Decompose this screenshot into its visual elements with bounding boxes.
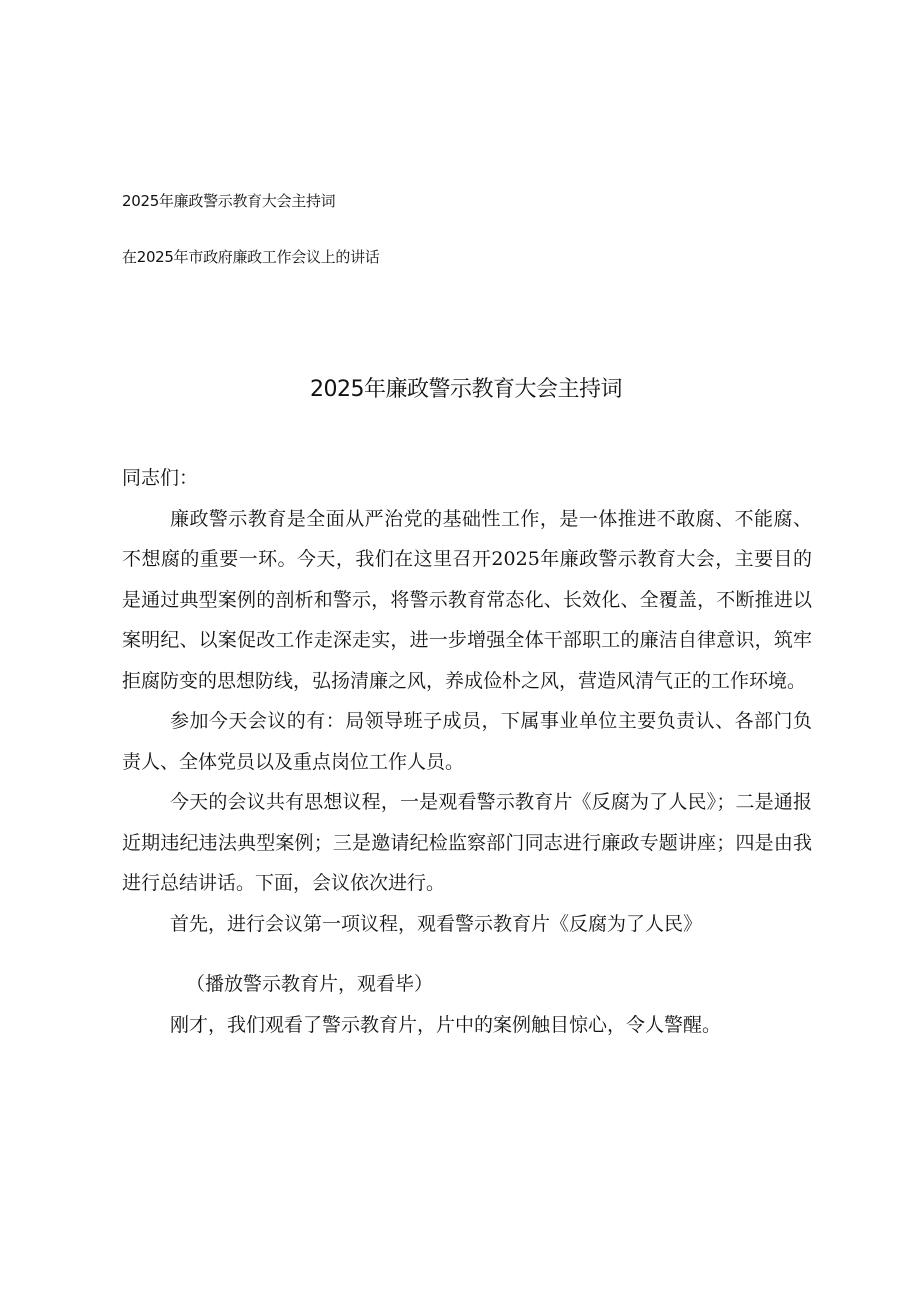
- document-title: 2025年廉政警示教育大会主持词: [310, 377, 622, 402]
- salutation: 同志们：: [122, 467, 199, 489]
- document-body: [122, 458, 812, 1045]
- paragraph: 首先，进行会议第一项议程，观看警示教育片《反腐为了人民》: [170, 912, 703, 935]
- paragraph: 刚才，我们观看了警示教育片，片中的案例触目惊心，令人警醒。: [170, 1013, 722, 1036]
- stage-note: （播放警示教育片，观看毕）: [186, 973, 434, 995]
- paragraph: 廉政警示教育是全面从严治党的基础性工作，是一体推进不敢腐、不能腐、不想腐的重要一环。今天，我们在这里召开2025年廉政警示教育大会，主要目的是通过典型案例的剖析和警示，将警示教育常态化、长效化、全覆盖，不断推进以案明纪、以案促改工作走深走实，进一步增强全体干部职工的廉洁自律意识，筑牢拒腐防变的思想防线，弘扬清廉之风，养成俭朴之风，营造风清气正的工作环境。: [122, 507, 812, 692]
- paragraph: 今天的会议共有思想议程，一是观看警示教育片《反腐为了人民》；二是通报近期违纪违法典型案例；三是邀请纪检监察部门同志进行廉政专题讲座；四是由我进行总结讲话。下面，会议依次进行。: [122, 791, 812, 894]
- toc-item[interactable]: 2025年廉政警示教育大会主持词: [122, 192, 336, 210]
- paragraph: 参加今天会议的有：局领导班子成员，下属事业单位主要负责认、各部门负责人、全体党员以及重点岗位工作人员。: [122, 710, 812, 773]
- toc-item[interactable]: 在2025年市政府廉政工作会议上的讲话: [122, 248, 380, 266]
